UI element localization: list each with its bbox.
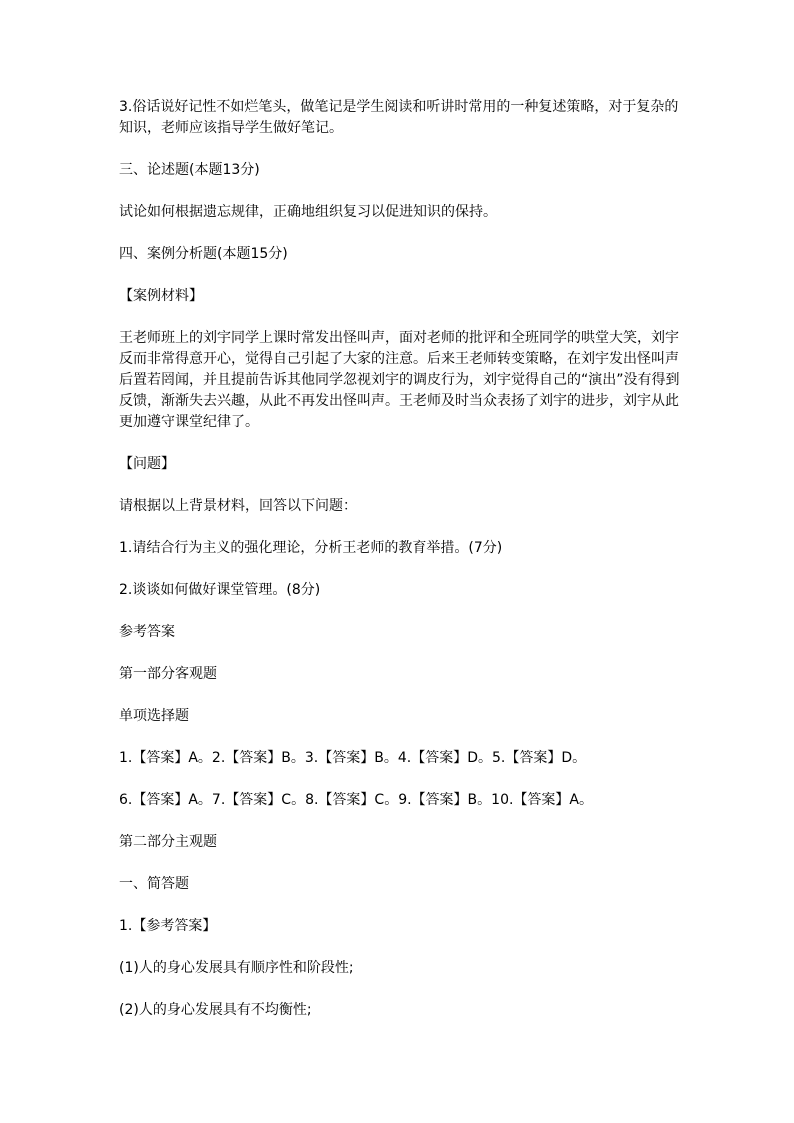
single-choice-heading: 单项选择题: [119, 708, 189, 724]
question-intro: 请根据以上背景材料，回答以下问题：: [119, 498, 357, 514]
answers-1-5: 1.【答案】A。2.【答案】B。3.【答案】B。4.【答案】D。5.【答案】D。: [119, 750, 587, 766]
reference-answer-heading: 参考答案: [119, 624, 175, 640]
part-one-heading: 第一部分客观题: [119, 666, 217, 682]
answers-6-10: 6.【答案】A。7.【答案】C。8.【答案】C。9.【答案】B。10.【答案】A。: [119, 792, 594, 808]
case-material-label: 【案例材料】: [119, 288, 203, 304]
short-answer-heading: 一、简答题: [119, 876, 189, 892]
answer-paragraph-3: 3.俗话说好记性不如烂笔头，做笔记是学生阅读和听讲时常用的一种复述策略，对于复杂的知识，老师应该指导学生做好笔记。: [119, 99, 679, 136]
essay-question: 试论如何根据遗忘规律，正确地组织复习以促进知识的保持。: [119, 204, 497, 220]
section-heading-case: 四、案例分析题(本题15分): [119, 246, 288, 262]
question-label: 【问题】: [119, 456, 175, 472]
reference-answer-1-label: 1.【参考答案】: [119, 918, 217, 934]
answer-point-1: (1)人的身心发展具有顺序性和阶段性;: [119, 960, 354, 976]
part-two-heading: 第二部分主观题: [119, 834, 217, 850]
answer-point-2: (2)人的身心发展具有不均衡性;: [119, 1002, 312, 1018]
case-material-text: 王老师班上的刘宇同学上课时常发出怪叫声，面对老师的批评和全班同学的哄堂大笑，刘宇反而非常得意开心，觉得自己引起了大家的注意。后来王老师转变策略，在刘宇发出怪叫声后置若罔闻，并且提前告诉其他同学忽视刘宇的调皮行为，刘宇觉得自己的“演出”没有得到反馈，渐渐失去兴趣，从此不再发出怪叫声。王老师及时当众表扬了刘宇的进步，刘宇从此更加遵守课堂纪律了。: [119, 330, 680, 430]
question-1: 1.请结合行为主义的强化理论，分析王老师的教育举措。(7分): [119, 540, 503, 556]
section-heading-essay: 三、论述题(本题13分): [119, 162, 260, 178]
question-2: 2.谈谈如何做好课堂管理。(8分): [119, 582, 321, 598]
document-page: [119, 97, 681, 1042]
